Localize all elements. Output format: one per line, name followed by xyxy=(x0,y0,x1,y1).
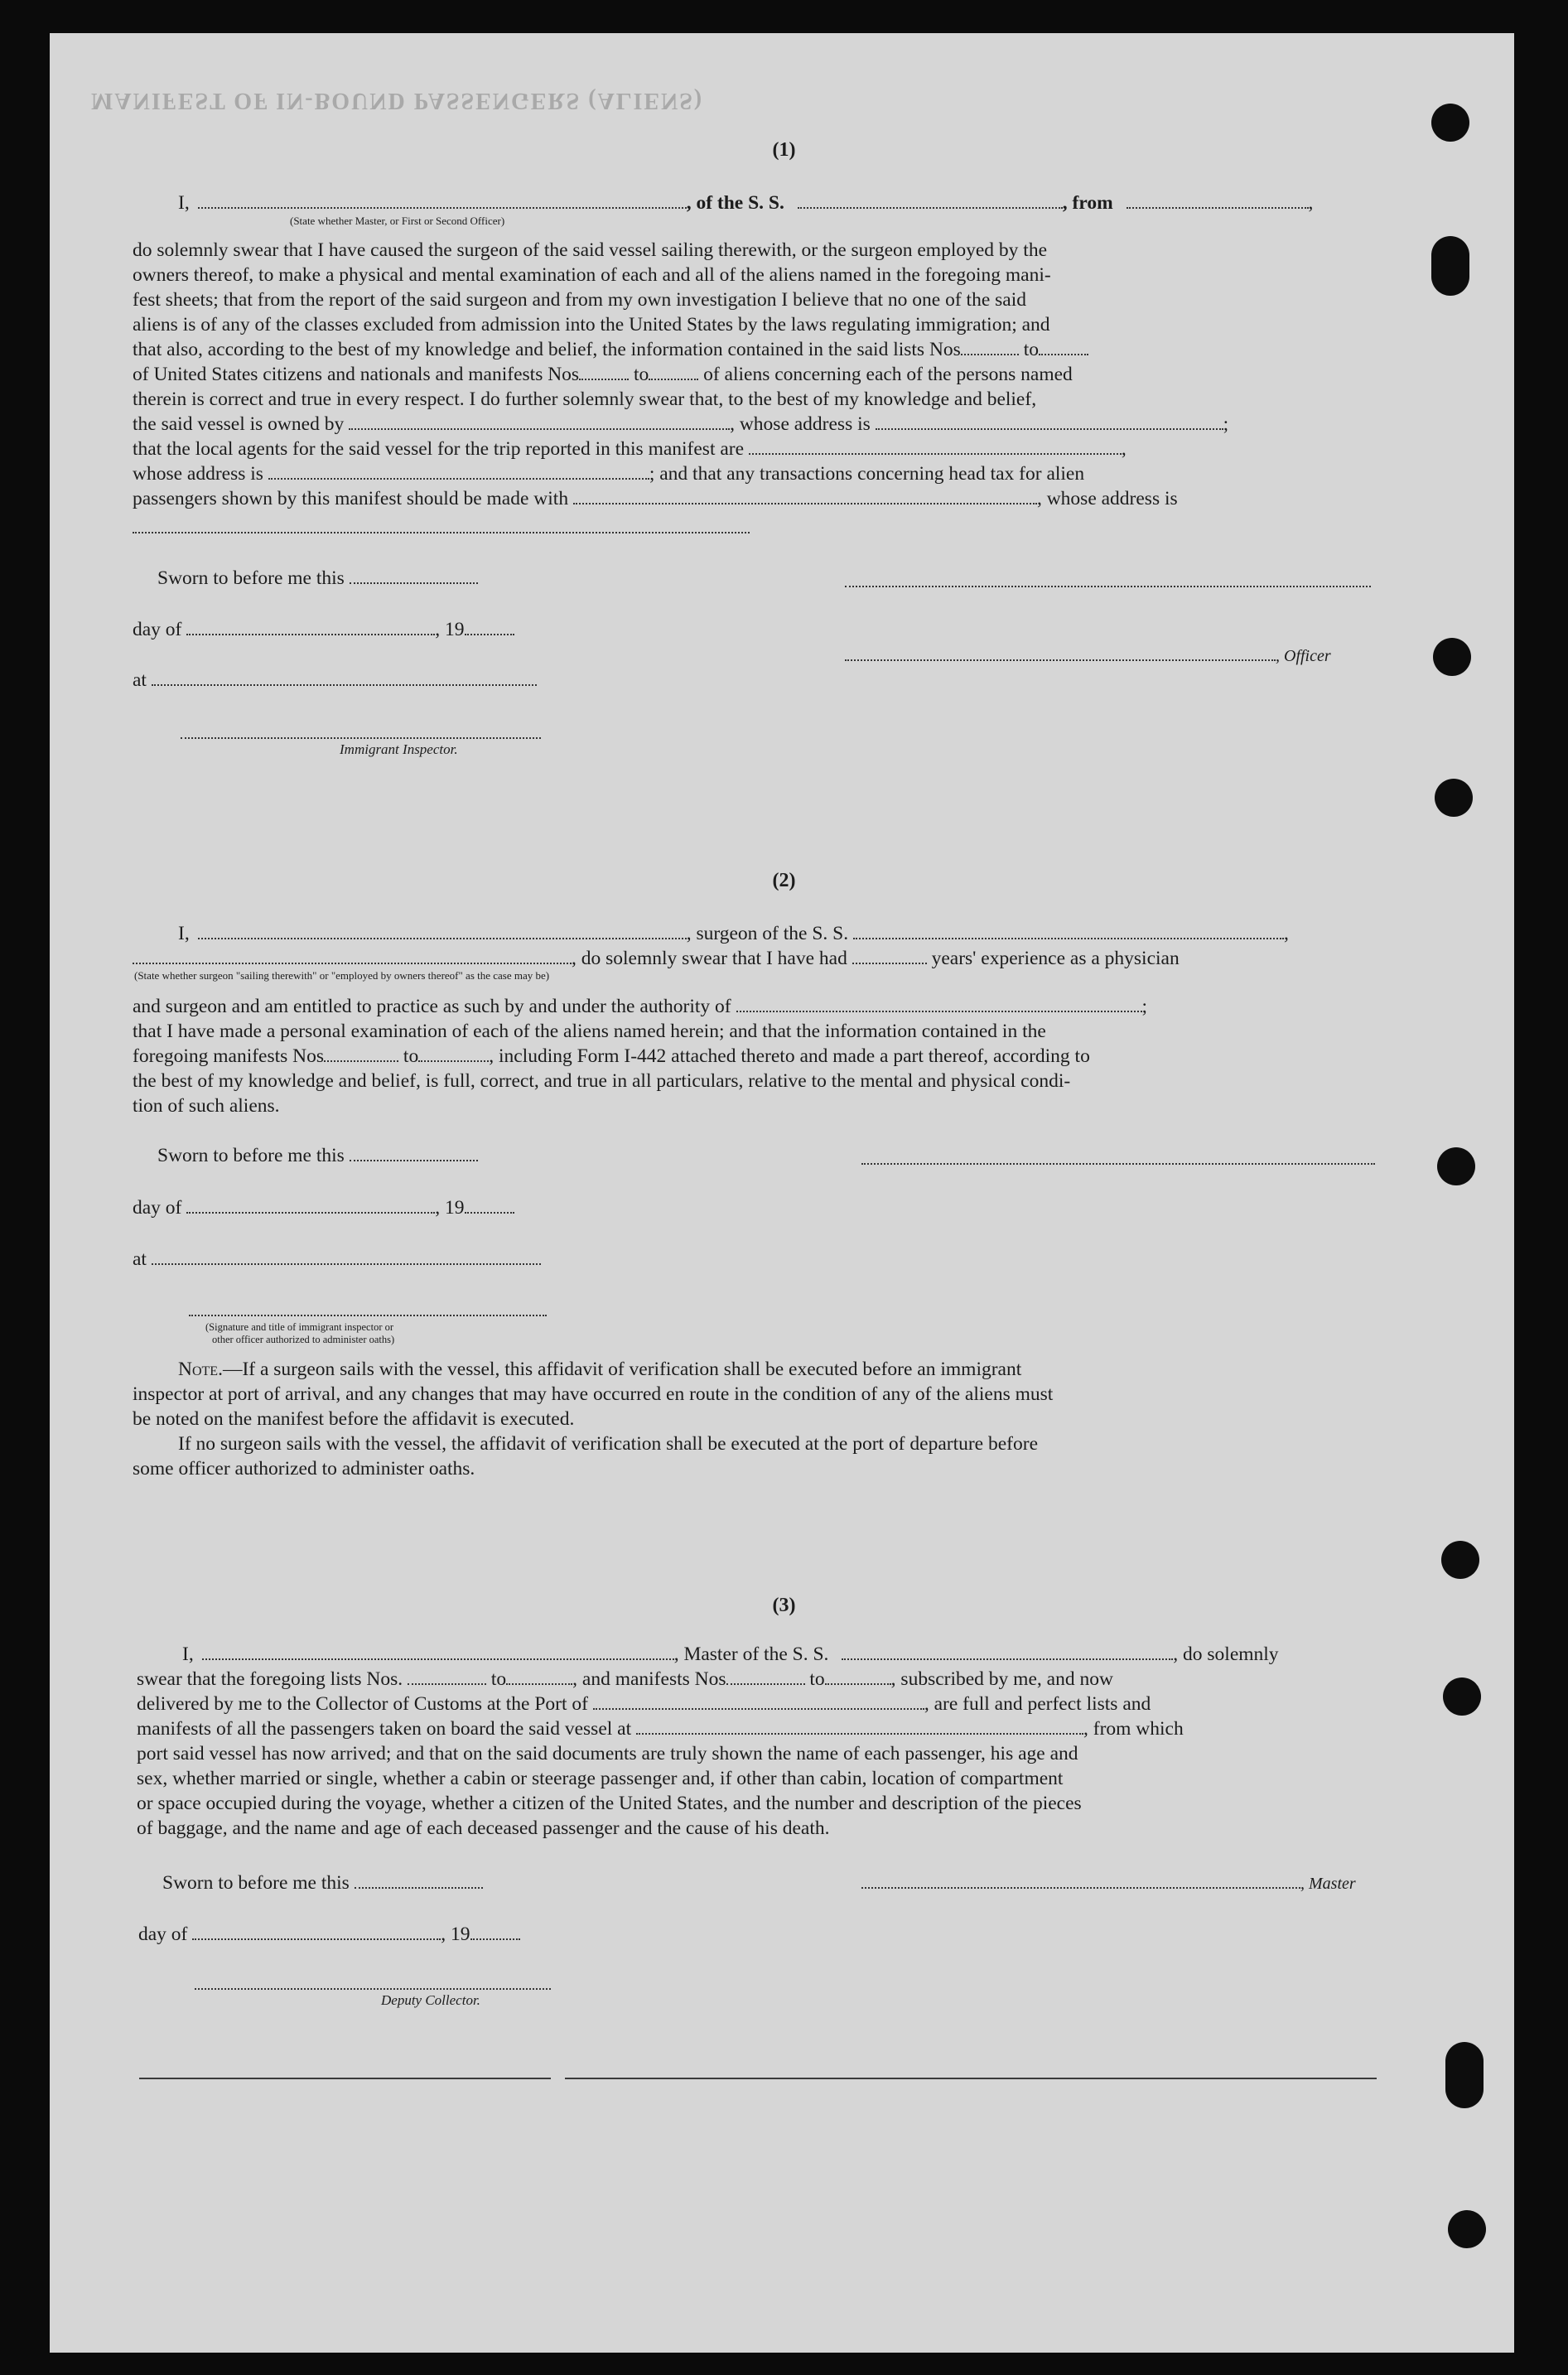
s2-para-line: the best of my knowledge and belief, is full, correct, and true in all particulars, relative to the mental and physical condi- xyxy=(133,1070,1071,1092)
s1-inspector-caption: Immigrant Inspector. xyxy=(340,741,458,757)
s1-para-line: fest sheets; that from the report of the said surgeon and from my own investigation I believe that no one of the said xyxy=(133,289,1026,311)
s3-collector-caption: Deputy Collector. xyxy=(381,1992,480,2008)
s1-para-line-lists: that also, according to the best of my knowledge and belief, the information contained in the said lists Nos to xyxy=(133,337,1375,362)
section-3-marker: (3) xyxy=(772,1595,796,1616)
binder-hole xyxy=(1431,104,1469,142)
s1-officer-line: , Officer xyxy=(845,643,1331,667)
s3-para-line: or space occupied during the voyage, whether a citizen of the United States, and the number and description of the pieces xyxy=(137,1793,1082,1814)
s1-para-line-owned: the said vessel is owned by , whose address is ; xyxy=(133,413,1229,435)
s2-surgeon-caption: (State whether surgeon "sailing therewith" or "employed by owners thereof" as the case may be) xyxy=(134,969,550,982)
s2-note-line: be noted on the manifest before the affidavit is executed. xyxy=(133,1408,575,1430)
s1-inspector-line xyxy=(181,736,541,739)
bottom-rule xyxy=(565,2078,1377,2079)
s3-master-line: , Master xyxy=(861,1871,1356,1895)
s3-para-line: sex, whether married or single, whether a cabin or steerage passenger and, if other than cabin, location of compartment xyxy=(137,1768,1064,1789)
s3-para-line: port said vessel has now arrived; and that on the said documents are truly shown the name of each passenger, his age and xyxy=(137,1743,1078,1764)
s2-sig-caption: (Signature and title of immigrant inspector or xyxy=(205,1321,394,1333)
s3-line-2: swear that the foregoing lists Nos. to , and manifests Nos to , subscribed by me, and now xyxy=(137,1668,1113,1690)
s2-at-label: at xyxy=(133,1247,541,1271)
s1-para-line-manifests: of United States citizens and nationals and manifests Nos to of aliens concerning each of the persons named xyxy=(133,364,1073,385)
s2-signature-line xyxy=(861,1161,1375,1165)
s2-para-line: that I have made a personal examination of each of the aliens named herein; and that the information contained in the xyxy=(133,1021,1046,1042)
show-through-title: MANIFEST OF IN-BOUND PASSENGERS (ALIENS) xyxy=(91,88,704,113)
s2-note-line: inspector at port of arrival, and any changes that may have occurred en route in the condition of any of the aliens must xyxy=(133,1383,1054,1405)
s1-signature-line xyxy=(845,584,1371,587)
s1-para-line: do solemnly swear that I have caused the surgeon of the said vessel sailing therewith, or the surgeon employed by the xyxy=(133,239,1048,261)
s3-sworn-label: Sworn to before me this xyxy=(162,1871,483,1895)
s3-para-line: of baggage, and the name and age of each deceased passenger and the cause of his death. xyxy=(137,1817,830,1839)
s3-day-label: day of , 19 xyxy=(138,1922,520,1946)
s1-para-line-passengers: passengers shown by this manifest should be made with , whose address is xyxy=(133,488,1178,509)
s1-sworn-label: Sworn to before me this xyxy=(157,566,478,590)
s3-line-3: delivered by me to the Collector of Customs at the Port of , are full and perfect lists and xyxy=(137,1693,1151,1715)
binder-hole xyxy=(1448,2210,1486,2248)
s1-day-label: day of , 19 xyxy=(133,617,514,641)
binder-hole xyxy=(1433,638,1471,676)
binder-hole xyxy=(1445,2042,1484,2108)
s2-note-line: Note.—If a surgeon sails with the vessel, this affidavit of verification shall be executed before an immigrant xyxy=(178,1359,1022,1380)
s1-para-line-address: whose address is ; and that any transactions concerning head tax for alien xyxy=(133,463,1085,485)
s1-line-1: I, , of the S. S. , from , xyxy=(178,192,1314,214)
s2-sig-line xyxy=(189,1313,547,1316)
bottom-rule xyxy=(139,2078,537,2079)
s1-para-line-agents: that the local agents for the said vessel for the trip reported in this manifest are , xyxy=(133,438,1127,460)
s1-officer-caption: (State whether Master, or First or Second Officer) xyxy=(290,215,505,227)
s1-para-line: aliens is of any of the classes excluded from admission into the United States by the laws regulating immigration; and xyxy=(133,314,1050,335)
s3-collector-line xyxy=(195,1986,551,1990)
s2-line-2: , do solemnly swear that I have had years' experience as a physician xyxy=(133,946,1375,971)
binder-hole xyxy=(1437,1147,1475,1185)
s2-para-line-practice: and surgeon and am entitled to practice as such by and under the authority of ; xyxy=(133,996,1148,1017)
s2-sworn-label: Sworn to before me this xyxy=(157,1143,478,1167)
s2-note2-line: some officer authorized to administer oaths. xyxy=(133,1458,475,1480)
s1-address-fill xyxy=(133,530,750,533)
binder-hole xyxy=(1435,779,1473,817)
bottom-rule xyxy=(534,2078,551,2079)
binder-hole xyxy=(1443,1677,1481,1716)
s3-line-4: manifests of all the passengers taken on board the said vessel at , from which xyxy=(137,1718,1184,1740)
s2-day-label: day of , 19 xyxy=(133,1195,514,1219)
s3-line-1: I, , Master of the S. S. , do solemnly xyxy=(182,1644,1279,1665)
section-1-marker: (1) xyxy=(772,139,796,161)
s1-at-label: at xyxy=(133,668,537,692)
s2-sig-caption: other officer authorized to administer oaths) xyxy=(212,1334,395,1345)
s1-para-line: therein is correct and true in every respect. I do further solemnly swear that, to the best of my knowledge and belief, xyxy=(133,389,1037,410)
section-2-marker: (2) xyxy=(772,870,796,891)
binder-hole xyxy=(1441,1541,1479,1579)
s2-para-line: tion of such aliens. xyxy=(133,1095,280,1117)
s2-note2-line: If no surgeon sails with the vessel, the affidavit of verification shall be executed at the port of departure before xyxy=(178,1433,1038,1455)
s1-para-line: owners thereof, to make a physical and mental examination of each and all of the aliens named in the foregoing mani- xyxy=(133,264,1051,286)
binder-hole xyxy=(1431,236,1469,296)
s2-para-line-nos: foregoing manifests Nos to , including Form I-442 attached thereto and made a part thereof, according to xyxy=(133,1045,1090,1067)
s2-line-1: I, , surgeon of the S. S. , xyxy=(178,923,1289,944)
